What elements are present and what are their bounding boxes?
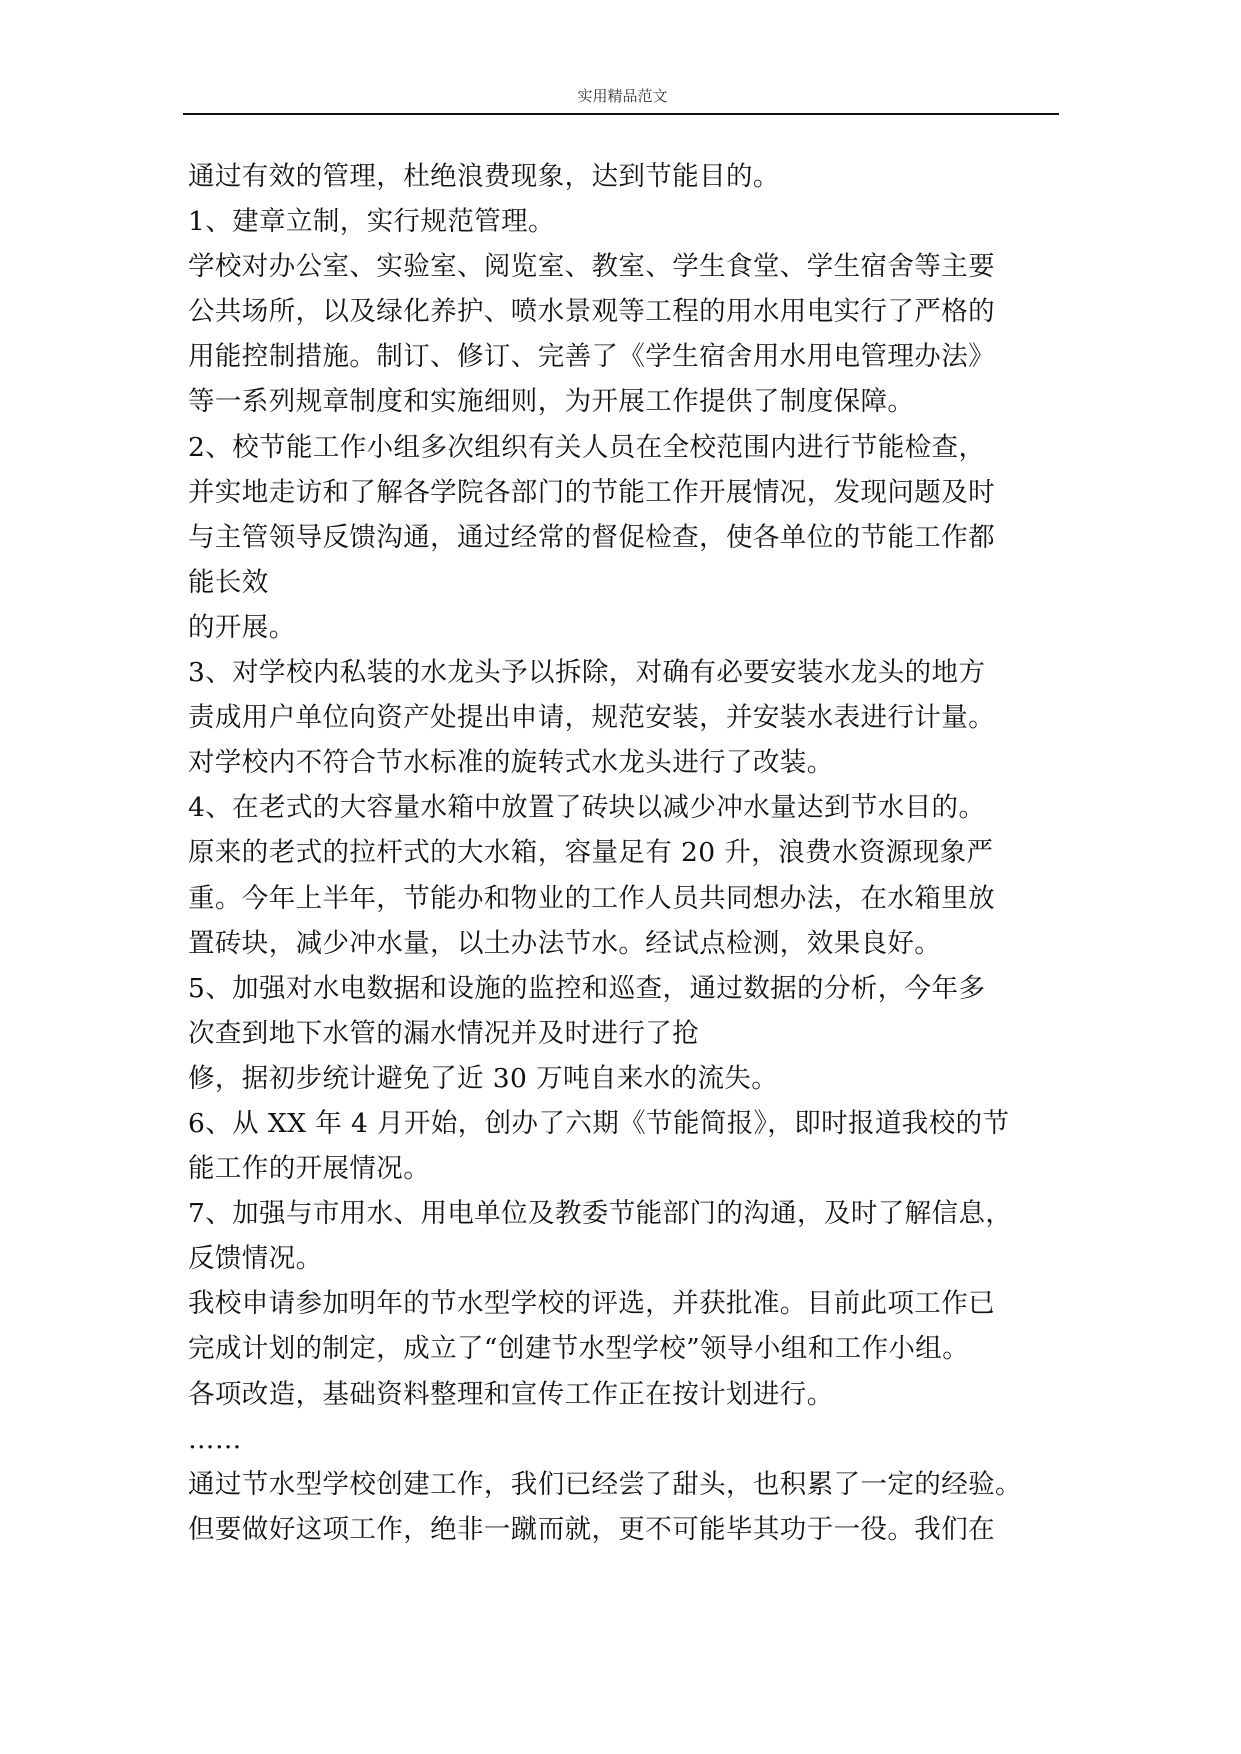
text-line: 重。今年上半年，节能办和物业的工作人员共同想办法，在水箱里放 [188, 882, 995, 914]
text-line: 等一系列规章制度和实施细则，为开展工作提供了制度保障。 [188, 386, 915, 418]
text-line: 7、加强与市用水、用电单位及教委节能部门的沟通，及时了解信息， [188, 1198, 1013, 1230]
text-line: 5、加强对水电数据和设施的监控和巡查，通过数据的分析，今年多 [188, 972, 986, 1004]
text-line: 用能控制措施。制订、修订、完善了《学生宿舍用水用电管理办法》 [188, 341, 995, 373]
text-line: 4、在老式的大容量水箱中放置了砖块以减少冲水量达到节水目的。 [188, 792, 986, 824]
text-line: 学校对办公室、实验室、阅览室、教室、学生食堂、学生宿舍等主要 [188, 251, 995, 283]
header-divider [183, 113, 1059, 115]
text-line: 的开展。 [188, 611, 296, 643]
text-line: 修，据初步统计避免了近 30 万吨自来水的流失。 [188, 1062, 779, 1094]
text-line: 对学校内不符合节水标准的旋转式水龙头进行了改装。 [188, 747, 834, 779]
text-line: 各项改造，基础资料整理和宣传工作正在按计划进行。 [188, 1378, 834, 1410]
text-line: 并实地走访和了解各学院各部门的节能工作开展情况，发现问题及时 [188, 476, 995, 508]
text-line: 能长效 [188, 566, 269, 598]
text-line: 通过有效的管理，杜绝浪费现象，达到节能目的。 [188, 161, 780, 192]
document-body [188, 154, 1068, 1552]
text-line: 责成用户单位向资产处提出申请，规范安装，并安装水表进行计量。 [188, 702, 995, 734]
page-header-title: 实用精品范文 [577, 87, 668, 105]
text-line: 能工作的开展情况。 [188, 1153, 431, 1185]
text-line: 1、建章立制，实行规范管理。 [188, 206, 555, 238]
text-line: 3、对学校内私装的水龙头予以拆除，对确有必要安装水龙头的地方 [188, 657, 986, 689]
text-line: 次查到地下水管的漏水情况并及时进行了抢 [188, 1017, 700, 1049]
text-line: 完成计划的制定，成立了“创建节水型学校”领导小组和工作小组。 [188, 1333, 970, 1365]
text-line: 我校申请参加明年的节水型学校的评选，并获批准。目前此项工作已 [188, 1288, 995, 1320]
text-line: 公共场所，以及绿化养护、喷水景观等工程的用水用电实行了严格的 [188, 296, 995, 328]
text-line: 反馈情况。 [188, 1243, 323, 1275]
text-line: 通过节水型学校创建工作，我们已经尝了甜头，也积累了一定的经验。 [188, 1468, 1022, 1500]
text-line: 置砖块，减少冲水量，以土办法节水。经试点检测，效果良好。 [188, 927, 942, 959]
text-line: 但要做好这项工作，绝非一蹴而就，更不可能毕其功于一役。我们在 [188, 1513, 995, 1545]
text-line: 2、校节能工作小组多次组织有关人员在全校范围内进行节能检查， [188, 431, 986, 463]
text-line: 6、从 XX 年 4 月开始，创办了六期《节能简报》，即时报道我校的节 [188, 1107, 1010, 1139]
ellipsis-line: …… [188, 1423, 242, 1455]
text-line: 原来的老式的拉杆式的大水箱，容量足有 20 升，浪费水资源现象严 [188, 837, 994, 869]
text-line: 与主管领导反馈沟通，通过经常的督促检查，使各单位的节能工作都 [188, 521, 995, 553]
